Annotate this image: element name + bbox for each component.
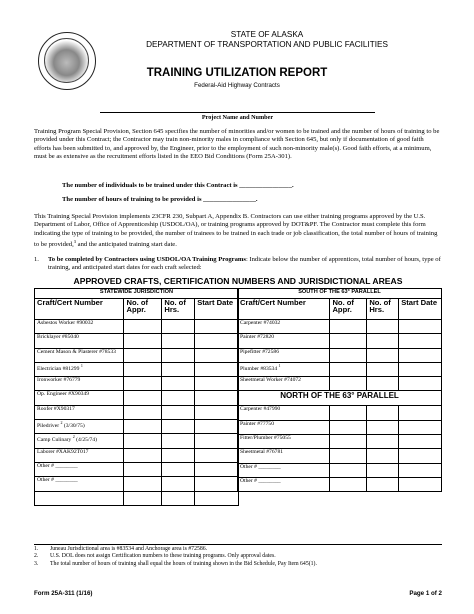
hrs-cell[interactable] bbox=[367, 377, 399, 391]
craft-cell[interactable]: Other # ________ bbox=[35, 477, 124, 491]
hrs-cell[interactable] bbox=[367, 477, 399, 491]
note-text: Juneau Jurisdictional area is #83534 and Anchorage area is #72586. bbox=[50, 546, 208, 552]
item1-lead: To be completed by Contractors using USDOL/OA Training Programs bbox=[48, 256, 246, 263]
appr-cell[interactable] bbox=[330, 348, 367, 362]
appr-cell[interactable] bbox=[330, 320, 367, 334]
note-item bbox=[34, 553, 442, 560]
craft-cell: Painter #72820 bbox=[238, 334, 330, 348]
craft-cell: Ironworker #76779 bbox=[35, 377, 124, 391]
start-cell[interactable] bbox=[399, 377, 442, 391]
col-header-start: Start Date bbox=[195, 299, 239, 320]
table-row bbox=[238, 420, 442, 434]
craft-cell: Cement Mason & Plasterer #78533 bbox=[35, 348, 124, 362]
appr-cell[interactable] bbox=[124, 362, 162, 376]
appr-cell[interactable] bbox=[124, 462, 162, 476]
appr-cell[interactable] bbox=[124, 491, 162, 505]
table-row bbox=[35, 405, 239, 419]
hrs-cell[interactable] bbox=[162, 405, 195, 419]
hrs-cell[interactable] bbox=[162, 377, 195, 391]
appr-cell[interactable] bbox=[124, 348, 162, 362]
start-cell[interactable] bbox=[399, 348, 442, 362]
note-text: U.S. DOL does not assign Certification numbers to these training programs. Only approval dates. bbox=[50, 553, 276, 560]
craft-cell[interactable]: Other # ________ bbox=[35, 462, 124, 476]
table-row bbox=[238, 377, 442, 391]
hrs-cell[interactable] bbox=[367, 449, 399, 463]
craft-cell bbox=[238, 362, 330, 376]
col-header-craft: Craft/Cert Number bbox=[35, 299, 124, 320]
notes-list bbox=[34, 546, 442, 568]
start-cell[interactable] bbox=[195, 391, 239, 405]
hrs-cell[interactable] bbox=[162, 491, 195, 505]
item1-paragraph bbox=[48, 256, 442, 273]
start-cell[interactable] bbox=[399, 320, 442, 334]
craft-cell: Painter #77750 bbox=[238, 420, 330, 434]
footnote-mark: 1 bbox=[278, 362, 281, 368]
table-row bbox=[35, 362, 239, 376]
start-cell[interactable] bbox=[399, 406, 442, 420]
hrs-cell[interactable] bbox=[162, 477, 195, 491]
table-row bbox=[35, 462, 239, 476]
craft-cell: Laborer #XAK92T017 bbox=[35, 448, 124, 462]
hrs-cell[interactable] bbox=[162, 362, 195, 376]
start-cell[interactable] bbox=[195, 462, 239, 476]
col-header-craft: Craft/Cert Number bbox=[238, 299, 330, 320]
hrs-cell[interactable] bbox=[367, 362, 399, 376]
table-row bbox=[238, 320, 442, 334]
appr-cell[interactable] bbox=[330, 362, 367, 376]
start-cell[interactable] bbox=[195, 434, 239, 448]
craft-cell bbox=[35, 420, 124, 434]
craft-date: (4/25/74) bbox=[74, 437, 97, 444]
provision-paragraph bbox=[34, 213, 442, 250]
appr-cell[interactable] bbox=[124, 434, 162, 448]
appr-cell[interactable] bbox=[124, 320, 162, 334]
craft-text: Camp Culinary bbox=[37, 437, 72, 444]
provision-tail: and the anticipated training start date. bbox=[76, 241, 177, 249]
table-row bbox=[35, 320, 239, 334]
appr-cell[interactable] bbox=[124, 334, 162, 348]
appr-cell[interactable] bbox=[330, 334, 367, 348]
note-text: The total number of hours of training shall equal the hours of training shown in the Bid Schedule, Pay Item 645(1). bbox=[50, 560, 317, 567]
start-cell[interactable] bbox=[195, 362, 239, 376]
page-title: TRAINING UTILIZATION REPORT bbox=[146, 67, 328, 79]
appr-cell[interactable] bbox=[124, 420, 162, 434]
appr-cell[interactable] bbox=[330, 435, 367, 449]
intro-paragraph: Training Program Special Provision, Section 645 specifies the number of minorities and/or women to be trained and the number of hours of training to be provided under this Contract; the Contractor may train non-minority males in compliance with Section 645, but only if documentation of good faith efforts has been submitted to, and approved by, the Engineer, prior to the employment of such non-minority male(s). Good faith efforts, at a minimum, must be as extensive as the recruitment efforts listed in the EEO Bid Conditions (Form 25A-301). bbox=[34, 128, 440, 161]
appr-cell[interactable] bbox=[124, 391, 162, 405]
start-cell[interactable] bbox=[195, 448, 239, 462]
start-cell[interactable] bbox=[399, 334, 442, 348]
appr-cell[interactable] bbox=[124, 405, 162, 419]
table-row bbox=[35, 477, 239, 491]
page-subtitle: Federal-Aid Highway Contracts bbox=[194, 82, 280, 89]
hrs-cell[interactable] bbox=[162, 334, 195, 348]
note-number: 3. bbox=[34, 560, 39, 567]
table-row bbox=[35, 448, 239, 462]
appr-cell[interactable] bbox=[330, 406, 367, 420]
provision-text: This Training Special Provision implements 23CFR 230, Subpart A, Appendix B. Contractors can use either training programs approved by the U.S. Department of Labor, Office of Apprenticeship (USDOL/OA), or training programs approved by DOT&PF. The Contractor must complete this form indicating the type of training to be provided, the number of trainees to be trained in each trade or job classification, the total number of hours of training to be provided, bbox=[34, 213, 438, 249]
appr-cell[interactable] bbox=[330, 420, 367, 434]
statewide-section-header: STATEWIDE JURISDICTION bbox=[35, 289, 239, 299]
hrs-cell[interactable] bbox=[162, 320, 195, 334]
start-cell[interactable] bbox=[195, 477, 239, 491]
item1-number: 1. bbox=[34, 256, 39, 263]
start-cell[interactable] bbox=[195, 420, 239, 434]
hrs-cell[interactable] bbox=[367, 406, 399, 420]
craft-cell[interactable] bbox=[35, 491, 124, 505]
craft-cell: Op. Engineer #X90349 bbox=[35, 391, 124, 405]
footnote-mark: 1 bbox=[80, 362, 83, 368]
craft-cell: Asbestos Worker #90032 bbox=[35, 320, 124, 334]
appr-cell[interactable] bbox=[124, 377, 162, 391]
craft-cell[interactable]: Other # ________ bbox=[238, 463, 330, 477]
craft-text: Piledriver bbox=[37, 422, 60, 429]
start-cell[interactable] bbox=[399, 449, 442, 463]
hrs-cell[interactable] bbox=[367, 320, 399, 334]
craft-cell bbox=[35, 362, 124, 376]
hrs-cell[interactable] bbox=[367, 334, 399, 348]
table-row bbox=[35, 377, 239, 391]
table-row bbox=[35, 434, 239, 448]
hrs-cell[interactable] bbox=[367, 420, 399, 434]
appr-cell[interactable] bbox=[330, 377, 367, 391]
table-row bbox=[35, 420, 239, 434]
col-header-hrs: No. of Hrs. bbox=[367, 299, 399, 320]
note-item bbox=[34, 561, 442, 568]
start-cell[interactable] bbox=[399, 420, 442, 434]
hrs-cell[interactable] bbox=[367, 463, 399, 477]
craft-cell bbox=[35, 434, 124, 448]
south-section-header: SOUTH OF THE 63° PARALLEL bbox=[238, 289, 442, 299]
hrs-cell[interactable] bbox=[162, 462, 195, 476]
craft-cell: Pipefitter #72586 bbox=[238, 348, 330, 362]
appr-cell[interactable] bbox=[330, 449, 367, 463]
table-row bbox=[238, 362, 442, 376]
hrs-cell[interactable] bbox=[367, 435, 399, 449]
start-cell[interactable] bbox=[195, 491, 239, 505]
regional-table bbox=[237, 288, 442, 492]
craft-date: (3/30/75) bbox=[62, 422, 85, 429]
col-header-appr: No. of Appr. bbox=[124, 299, 162, 320]
approved-crafts-heading: APPROVED CRAFTS, CERTIFICATION NUMBERS AND JURISDICTIONAL AREAS bbox=[73, 276, 403, 286]
craft-cell: Sheetmetal #76781 bbox=[238, 449, 330, 463]
table-row bbox=[238, 435, 442, 449]
craft-text: Plumber #83534 bbox=[240, 365, 278, 372]
hrs-cell[interactable] bbox=[162, 420, 195, 434]
start-cell[interactable] bbox=[399, 362, 442, 376]
col-header-hrs: No. of Hrs. bbox=[162, 299, 195, 320]
table-row bbox=[35, 334, 239, 348]
provision-superscript: 3 bbox=[73, 239, 76, 245]
page-number: Page 1 of 2 bbox=[409, 590, 442, 597]
table-row bbox=[35, 391, 239, 405]
start-cell[interactable] bbox=[195, 348, 239, 362]
table-row bbox=[238, 463, 442, 477]
notes-divider bbox=[34, 544, 442, 545]
appr-cell[interactable] bbox=[124, 477, 162, 491]
hrs-cell[interactable] bbox=[162, 348, 195, 362]
start-cell[interactable] bbox=[399, 463, 442, 477]
table-row bbox=[238, 348, 442, 362]
statewide-table bbox=[34, 288, 239, 506]
craft-cell: Roofer #X90317 bbox=[35, 405, 124, 419]
item1-text: : Indicate below the number of apprentices, total number of hours, type of training, and anticipated start dates for each craft selected: bbox=[48, 256, 441, 272]
table-row bbox=[238, 449, 442, 463]
craft-text: Electrician #81299 bbox=[37, 365, 80, 372]
table-row bbox=[35, 348, 239, 362]
craft-cell: Fitter/Plumber #75055 bbox=[238, 435, 330, 449]
craft-cell[interactable]: Other # ________ bbox=[238, 477, 330, 491]
col-header-appr: No. of Appr. bbox=[330, 299, 367, 320]
state-name: STATE OF ALASKA bbox=[230, 30, 304, 39]
start-cell[interactable] bbox=[399, 477, 442, 491]
north-section-header: NORTH OF THE 63° PARALLEL bbox=[238, 391, 442, 406]
hours-line: The number of hours of training to be provided is ________________. bbox=[62, 196, 258, 203]
hrs-cell[interactable] bbox=[162, 391, 195, 405]
footnote-mark: 2 bbox=[60, 420, 63, 426]
hrs-cell[interactable] bbox=[162, 434, 195, 448]
craft-cell: Sheetmetal Worker #74072 bbox=[238, 377, 330, 391]
note-number: 1. bbox=[34, 546, 39, 552]
form-id: Form 25A-311 (1/16) bbox=[34, 590, 93, 597]
table-row bbox=[238, 477, 442, 491]
appr-cell[interactable] bbox=[330, 463, 367, 477]
hrs-cell[interactable] bbox=[162, 448, 195, 462]
col-header-start: Start Date bbox=[399, 299, 442, 320]
table-row bbox=[35, 491, 239, 505]
start-cell[interactable] bbox=[195, 377, 239, 391]
department-name: DEPARTMENT OF TRANSPORTATION AND PUBLIC FACILITIES bbox=[146, 40, 388, 49]
appr-cell[interactable] bbox=[124, 448, 162, 462]
project-name-label: Project Name and Number bbox=[201, 114, 274, 121]
start-cell[interactable] bbox=[399, 435, 442, 449]
appr-cell[interactable] bbox=[330, 477, 367, 491]
note-number: 2. bbox=[34, 553, 39, 560]
start-cell[interactable] bbox=[195, 405, 239, 419]
hrs-cell[interactable] bbox=[367, 348, 399, 362]
footnote-mark: 2 bbox=[72, 434, 75, 440]
craft-cell: Bricklayer #85040 bbox=[35, 334, 124, 348]
project-name-field-line[interactable] bbox=[100, 112, 375, 113]
start-cell[interactable] bbox=[195, 334, 239, 348]
table-row bbox=[238, 334, 442, 348]
table-row bbox=[238, 406, 442, 420]
craft-cell: Carpenter #74032 bbox=[238, 320, 330, 334]
start-cell[interactable] bbox=[195, 320, 239, 334]
craft-cell: Carpenter #47990 bbox=[238, 406, 330, 420]
individuals-line: The number of individuals to be trained under this Contract is ________________. bbox=[62, 182, 294, 189]
